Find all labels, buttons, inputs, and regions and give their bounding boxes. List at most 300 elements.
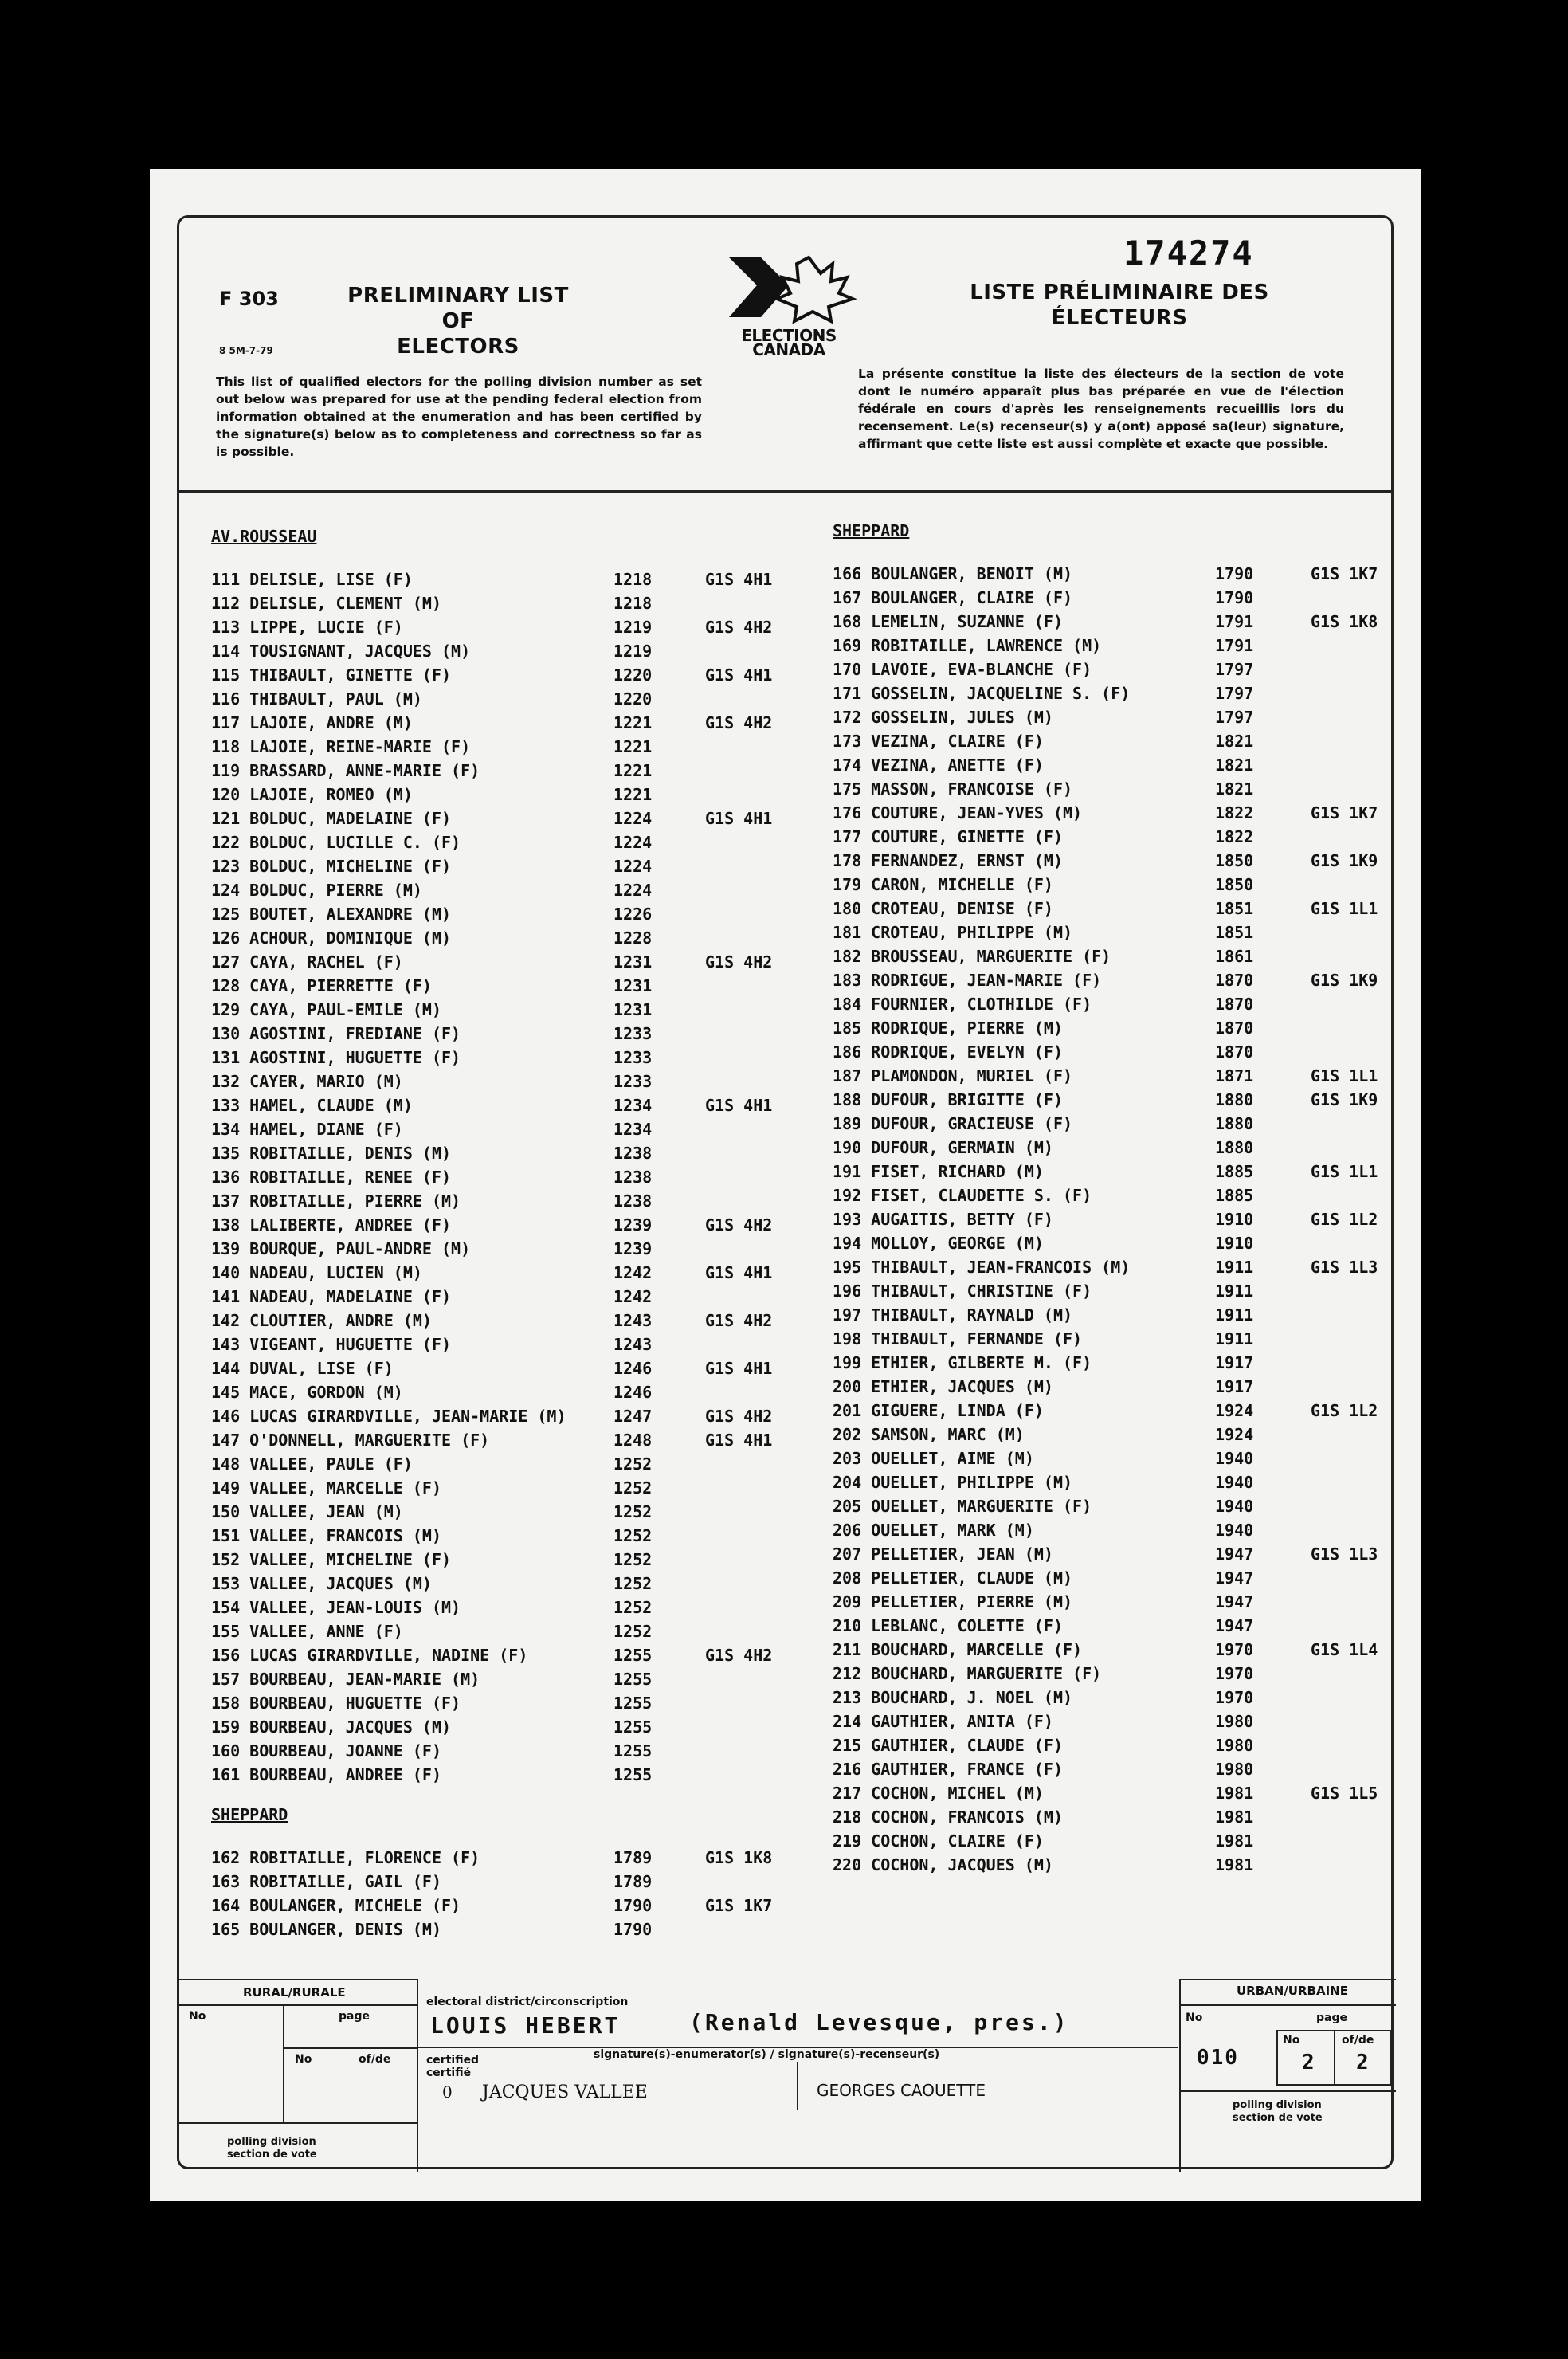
civic-number: 1233 bbox=[613, 1024, 653, 1043]
elector-name: 136 ROBITAILLE, RENEE (F) bbox=[211, 1168, 452, 1187]
postal-code: G1S 1L3 bbox=[1311, 1545, 1378, 1564]
elector-row bbox=[211, 1643, 817, 1667]
civic-number: 1870 bbox=[1215, 1019, 1254, 1038]
civic-number: 1861 bbox=[1215, 947, 1254, 966]
urban-no-value: 010 bbox=[1197, 2046, 1239, 2070]
elector-row bbox=[833, 1375, 1390, 1399]
elector-name: 174 VEZINA, ANETTE (F) bbox=[833, 756, 1044, 775]
civic-number: 1789 bbox=[613, 1872, 653, 1891]
civic-number: 1821 bbox=[1215, 756, 1254, 775]
elector-row bbox=[211, 783, 817, 807]
elector-row bbox=[833, 1136, 1390, 1160]
elector-row bbox=[211, 902, 817, 926]
urban-of-label: of/de bbox=[1342, 2034, 1374, 2047]
elector-name: 131 AGOSTINI, HUGUETTE (F) bbox=[211, 1048, 461, 1067]
elector-name: 156 LUCAS GIRARDVILLE, NADINE (F) bbox=[211, 1646, 528, 1665]
civic-number: 1219 bbox=[613, 642, 653, 661]
elector-name: 215 GAUTHIER, CLAUDE (F) bbox=[833, 1736, 1063, 1755]
civic-number: 1252 bbox=[613, 1622, 653, 1641]
civic-number: 1221 bbox=[613, 785, 653, 804]
elector-name: 168 LEMELIN, SUZANNE (F) bbox=[833, 612, 1063, 631]
postal-code: G1S 1K8 bbox=[705, 1848, 773, 1867]
civic-number: 1790 bbox=[613, 1920, 653, 1939]
elector-row bbox=[211, 1870, 817, 1894]
elector-name: 157 BOURBEAU, JEAN-MARIE (M) bbox=[211, 1670, 480, 1689]
civic-number: 1981 bbox=[1215, 1784, 1254, 1803]
elector-name: 112 DELISLE, CLEMENT (M) bbox=[211, 594, 441, 613]
elector-name: 139 BOURQUE, PAUL-ANDRE (M) bbox=[211, 1239, 471, 1258]
elections-canada-logo bbox=[713, 249, 864, 361]
section-title: AV.ROUSSEAU bbox=[211, 527, 317, 546]
elector-name: 197 THIBAULT, RAYNALD (M) bbox=[833, 1305, 1073, 1325]
certified-mark: 0 bbox=[442, 2082, 453, 2102]
elector-row bbox=[211, 1333, 817, 1356]
elector-row bbox=[211, 591, 817, 615]
civic-number: 1850 bbox=[1215, 851, 1254, 870]
postal-code: G1S 1K9 bbox=[1311, 851, 1378, 870]
civic-number: 1980 bbox=[1215, 1760, 1254, 1779]
elector-name: 208 PELLETIER, CLAUDE (M) bbox=[833, 1568, 1073, 1588]
elector-name: 160 BOURBEAU, JOANNE (F) bbox=[211, 1741, 441, 1760]
elector-name: 211 BOUCHARD, MARCELLE (F) bbox=[833, 1640, 1083, 1659]
elector-name: 162 ROBITAILLE, FLORENCE (F) bbox=[211, 1848, 480, 1867]
civic-number: 1870 bbox=[1215, 971, 1254, 990]
elector-row bbox=[833, 1279, 1390, 1303]
elector-row bbox=[833, 562, 1390, 586]
postal-code: G1S 1K7 bbox=[1311, 803, 1378, 822]
urban-polling-label-1: polling division bbox=[1233, 2099, 1322, 2111]
civic-number: 1885 bbox=[1215, 1162, 1254, 1181]
elector-name: 207 PELLETIER, JEAN (M) bbox=[833, 1545, 1053, 1564]
elector-row bbox=[211, 735, 817, 759]
elector-row bbox=[211, 1165, 817, 1189]
elector-name: 144 DUVAL, LISE (F) bbox=[211, 1359, 394, 1378]
elector-row bbox=[833, 657, 1390, 681]
civic-number: 1851 bbox=[1215, 899, 1254, 918]
elector-name: 220 COCHON, JACQUES (M) bbox=[833, 1855, 1053, 1874]
civic-number: 1851 bbox=[1215, 923, 1254, 942]
title-french bbox=[952, 280, 1287, 331]
section-title: SHEPPARD bbox=[211, 1805, 288, 1824]
elector-name: 206 OUELLET, MARK (M) bbox=[833, 1521, 1034, 1540]
elector-name: 187 PLAMONDON, MURIEL (F) bbox=[833, 1066, 1073, 1085]
civic-number: 1231 bbox=[613, 952, 653, 971]
elector-name: 177 COUTURE, GINETTE (F) bbox=[833, 827, 1063, 846]
elector-name: 172 GOSSELIN, JULES (M) bbox=[833, 708, 1053, 727]
elector-name: 192 FISET, CLAUDETTE S. (F) bbox=[833, 1186, 1092, 1205]
elector-row bbox=[833, 1757, 1390, 1781]
civic-number: 1233 bbox=[613, 1048, 653, 1067]
elector-row bbox=[211, 974, 817, 998]
civic-number: 1947 bbox=[1215, 1592, 1254, 1611]
elector-name: 119 BRASSARD, ANNE-MARIE (F) bbox=[211, 761, 480, 780]
elector-name: 180 CROTEAU, DENISE (F) bbox=[833, 899, 1053, 918]
elector-name: 132 CAYER, MARIO (M) bbox=[211, 1072, 403, 1091]
elector-row bbox=[833, 968, 1390, 992]
civic-number: 1255 bbox=[613, 1694, 653, 1713]
postal-code: G1S 4H2 bbox=[705, 1215, 773, 1234]
civic-number: 1224 bbox=[613, 833, 653, 852]
rural-no-label: No bbox=[189, 2010, 206, 2023]
postal-code: G1S 1L2 bbox=[1311, 1210, 1378, 1229]
elector-row bbox=[833, 944, 1390, 968]
postal-code: G1S 4H1 bbox=[705, 1096, 773, 1115]
postal-code: G1S 1L3 bbox=[1311, 1258, 1378, 1277]
civic-number: 1917 bbox=[1215, 1353, 1254, 1372]
civic-number: 1924 bbox=[1215, 1425, 1254, 1444]
logo-text bbox=[713, 328, 864, 357]
civic-number: 1224 bbox=[613, 881, 653, 900]
civic-number: 1252 bbox=[613, 1502, 653, 1521]
elector-name: 127 CAYA, RACHEL (F) bbox=[211, 952, 403, 971]
elector-name: 165 BOULANGER, DENIS (M) bbox=[211, 1920, 441, 1939]
elector-name: 126 ACHOUR, DOMINIQUE (M) bbox=[211, 928, 452, 948]
elector-name: 196 THIBAULT, CHRISTINE (F) bbox=[833, 1282, 1092, 1301]
civic-number: 1239 bbox=[613, 1215, 653, 1234]
civic-number: 1822 bbox=[1215, 803, 1254, 822]
elector-row bbox=[211, 1380, 817, 1404]
postal-code: G1S 4H2 bbox=[705, 1407, 773, 1426]
urban-of-value: 2 bbox=[1356, 2051, 1371, 2074]
elector-name: 188 DUFOUR, BRIGITTE (F) bbox=[833, 1090, 1063, 1109]
postal-code: G1S 4H1 bbox=[705, 1263, 773, 1282]
elector-row bbox=[211, 1691, 817, 1715]
elector-name: 147 O'DONNELL, MARGUERITE (F) bbox=[211, 1431, 490, 1450]
maple-leaf-x-icon bbox=[713, 249, 864, 325]
civic-number: 1947 bbox=[1215, 1545, 1254, 1564]
civic-number: 1947 bbox=[1215, 1568, 1254, 1588]
elector-name: 129 CAYA, PAUL-EMILE (M) bbox=[211, 1000, 441, 1019]
elector-name: 213 BOUCHARD, J. NOEL (M) bbox=[833, 1688, 1073, 1707]
elector-name: 163 ROBITAILLE, GAIL (F) bbox=[211, 1872, 441, 1891]
elector-name: 152 VALLEE, MICHELINE (F) bbox=[211, 1550, 452, 1569]
elector-row bbox=[211, 1356, 817, 1380]
civic-number: 1233 bbox=[613, 1072, 653, 1091]
elector-row bbox=[833, 1088, 1390, 1112]
elector-name: 159 BOURBEAU, JACQUES (M) bbox=[211, 1717, 452, 1737]
civic-number: 1797 bbox=[1215, 660, 1254, 679]
elector-name: 125 BOUTET, ALEXANDRE (M) bbox=[211, 905, 452, 924]
civic-number: 1940 bbox=[1215, 1473, 1254, 1492]
elector-row bbox=[211, 663, 817, 687]
elector-row bbox=[833, 1829, 1390, 1853]
civic-number: 1246 bbox=[613, 1383, 653, 1402]
elector-row bbox=[211, 950, 817, 974]
elector-row bbox=[833, 1470, 1390, 1494]
rural-divider bbox=[283, 2006, 284, 2124]
civic-number: 1924 bbox=[1215, 1401, 1254, 1420]
elector-row bbox=[833, 1686, 1390, 1709]
civic-number: 1880 bbox=[1215, 1090, 1254, 1109]
rural-divider-h bbox=[283, 2047, 417, 2049]
elector-row bbox=[211, 1428, 817, 1452]
elector-row bbox=[211, 1894, 817, 1917]
civic-number: 1252 bbox=[613, 1526, 653, 1545]
elector-name: 123 BOLDUC, MICHELINE (F) bbox=[211, 857, 452, 876]
elector-row bbox=[833, 1542, 1390, 1566]
signature-divider bbox=[797, 2062, 798, 2110]
elector-name: 158 BOURBEAU, HUGUETTE (F) bbox=[211, 1694, 461, 1713]
civic-number: 1789 bbox=[613, 1848, 653, 1867]
elector-row bbox=[211, 926, 817, 950]
elector-row bbox=[833, 1805, 1390, 1829]
civic-number: 1234 bbox=[613, 1096, 653, 1115]
elector-name: 140 NADEAU, LUCIEN (M) bbox=[211, 1263, 422, 1282]
elector-name: 114 TOUSIGNANT, JACQUES (M) bbox=[211, 642, 471, 661]
rural-page-label: page bbox=[339, 2010, 370, 2023]
civic-number: 1880 bbox=[1215, 1114, 1254, 1133]
elector-name: 200 ETHIER, JACQUES (M) bbox=[833, 1377, 1053, 1396]
elector-name: 151 VALLEE, FRANCOIS (M) bbox=[211, 1526, 441, 1545]
logo-line2: CANADA bbox=[752, 340, 825, 359]
elector-row bbox=[211, 1739, 817, 1763]
elector-row bbox=[211, 1763, 817, 1787]
civic-number: 1821 bbox=[1215, 732, 1254, 751]
certified-label-2: certifié bbox=[426, 2067, 472, 2079]
elector-row bbox=[833, 920, 1390, 944]
civic-number: 1219 bbox=[613, 618, 653, 637]
elector-row bbox=[833, 586, 1390, 610]
elector-name: 175 MASSON, FRANCOISE (F) bbox=[833, 779, 1073, 799]
elector-name: 122 BOLDUC, LUCILLE C. (F) bbox=[211, 833, 461, 852]
civic-number: 1242 bbox=[613, 1287, 653, 1306]
elector-row bbox=[211, 1022, 817, 1046]
civic-number: 1238 bbox=[613, 1191, 653, 1211]
civic-number: 1880 bbox=[1215, 1138, 1254, 1157]
civic-number: 1218 bbox=[613, 594, 653, 613]
civic-number: 1218 bbox=[613, 570, 653, 589]
elector-name: 204 OUELLET, PHILIPPE (M) bbox=[833, 1473, 1073, 1492]
postal-code: G1S 1L5 bbox=[1311, 1784, 1378, 1803]
postal-code: G1S 1L2 bbox=[1311, 1401, 1378, 1420]
elector-name: 205 OUELLET, MARGUERITE (F) bbox=[833, 1497, 1092, 1516]
elector-row bbox=[211, 1572, 817, 1596]
logo-line1: ELECTIONS bbox=[741, 326, 837, 345]
serial-number: 174274 bbox=[1123, 234, 1254, 273]
elector-row bbox=[833, 1112, 1390, 1136]
civic-number: 1970 bbox=[1215, 1664, 1254, 1683]
elector-name: 113 LIPPE, LUCIE (F) bbox=[211, 618, 403, 637]
elector-name: 203 OUELLET, AIME (M) bbox=[833, 1449, 1034, 1468]
elector-row bbox=[211, 1237, 817, 1261]
elector-row bbox=[833, 1423, 1390, 1446]
elector-row bbox=[833, 897, 1390, 920]
elector-row bbox=[211, 711, 817, 735]
elector-row bbox=[211, 639, 817, 663]
civic-number: 1940 bbox=[1215, 1449, 1254, 1468]
elector-name: 166 BOULANGER, BENOIT (M) bbox=[833, 564, 1073, 583]
elector-name: 194 MOLLOY, GEORGE (M) bbox=[833, 1234, 1044, 1253]
left-electors-column bbox=[211, 524, 817, 1959]
elector-row bbox=[211, 1452, 817, 1476]
form-code: F 303 bbox=[219, 288, 279, 310]
elector-row bbox=[833, 1064, 1390, 1088]
elector-name: 141 NADEAU, MADELAINE (F) bbox=[211, 1287, 452, 1306]
elector-row bbox=[833, 992, 1390, 1016]
rural-box bbox=[179, 1979, 418, 2172]
postal-code: G1S 4H2 bbox=[705, 713, 773, 732]
civic-number: 1870 bbox=[1215, 995, 1254, 1014]
elector-row bbox=[211, 854, 817, 878]
postal-code: G1S 1K9 bbox=[1311, 971, 1378, 990]
elector-name: 142 CLOUTIER, ANDRE (M) bbox=[211, 1311, 432, 1330]
elector-name: 218 COCHON, FRANCOIS (M) bbox=[833, 1808, 1063, 1827]
elector-name: 219 COCHON, CLAIRE (F) bbox=[833, 1831, 1044, 1851]
postal-code: G1S 4H1 bbox=[705, 1359, 773, 1378]
elector-name: 134 HAMEL, DIANE (F) bbox=[211, 1120, 403, 1139]
civic-number: 1790 bbox=[1215, 588, 1254, 607]
civic-number: 1791 bbox=[1215, 636, 1254, 655]
civic-number: 1238 bbox=[613, 1144, 653, 1163]
civic-number: 1252 bbox=[613, 1478, 653, 1497]
civic-number: 1911 bbox=[1215, 1282, 1254, 1301]
civic-number: 1221 bbox=[613, 713, 653, 732]
elector-row bbox=[211, 1500, 817, 1524]
postal-code: G1S 1L1 bbox=[1311, 899, 1378, 918]
elector-name: 178 FERNANDEZ, ERNST (M) bbox=[833, 851, 1063, 870]
civic-number: 1917 bbox=[1215, 1377, 1254, 1396]
civic-number: 1255 bbox=[613, 1646, 653, 1665]
rural-of-label: of/de bbox=[359, 2053, 391, 2066]
notice-english: This list of qualified electors for the polling division number as set out below was prepared for use at the pending federal election from information obtained at the enumeration and has been certified by the signature(s) below as to completeness and correctness so far as is possible. bbox=[216, 375, 702, 459]
elector-name: 120 LAJOIE, ROMEO (M) bbox=[211, 785, 413, 804]
civic-number: 1252 bbox=[613, 1550, 653, 1569]
section-title: SHEPPARD bbox=[833, 521, 910, 540]
urban-label: URBAN/URBAINE bbox=[1237, 1984, 1348, 1998]
elector-name: 164 BOULANGER, MICHELE (F) bbox=[211, 1896, 461, 1915]
elector-row bbox=[211, 1309, 817, 1333]
elector-name: 145 MACE, GORDON (M) bbox=[211, 1383, 403, 1402]
elector-name: 185 RODRIQUE, PIERRE (M) bbox=[833, 1019, 1063, 1038]
elector-name: 199 ETHIER, GILBERTE M. (F) bbox=[833, 1353, 1092, 1372]
elector-row bbox=[833, 1853, 1390, 1877]
certified-label-1: certified bbox=[426, 2054, 480, 2067]
postal-code: G1S 4H1 bbox=[705, 570, 773, 589]
civic-number: 1238 bbox=[613, 1168, 653, 1187]
civic-number: 1981 bbox=[1215, 1855, 1254, 1874]
civic-number: 1246 bbox=[613, 1359, 653, 1378]
rural-polling-label-2: section de vote bbox=[227, 2149, 317, 2161]
civic-number: 1911 bbox=[1215, 1258, 1254, 1277]
civic-number: 1871 bbox=[1215, 1066, 1254, 1085]
elector-row bbox=[833, 1207, 1390, 1231]
civic-number: 1970 bbox=[1215, 1688, 1254, 1707]
elector-row bbox=[211, 1117, 817, 1141]
civic-number: 1221 bbox=[613, 737, 653, 756]
postal-code: G1S 1L1 bbox=[1311, 1066, 1378, 1085]
elector-name: 202 SAMSON, MARC (M) bbox=[833, 1425, 1025, 1444]
civic-number: 1224 bbox=[613, 857, 653, 876]
elector-row bbox=[833, 1040, 1390, 1064]
title-fr-line2: ÉLECTEURS bbox=[1051, 306, 1188, 330]
civic-number: 1791 bbox=[1215, 612, 1254, 631]
civic-number: 1234 bbox=[613, 1120, 653, 1139]
form-date: 8 5M-7-79 bbox=[219, 345, 273, 356]
elector-row bbox=[833, 1662, 1390, 1686]
postal-code: G1S 1K9 bbox=[1311, 1090, 1378, 1109]
civic-number: 1940 bbox=[1215, 1497, 1254, 1516]
elector-row bbox=[833, 1160, 1390, 1183]
civic-number: 1243 bbox=[613, 1311, 653, 1330]
elector-row bbox=[211, 878, 817, 902]
elector-name: 121 BOLDUC, MADELAINE (F) bbox=[211, 809, 452, 828]
elector-name: 138 LALIBERTE, ANDREE (F) bbox=[211, 1215, 452, 1234]
elector-name: 201 GIGUERE, LINDA (F) bbox=[833, 1401, 1044, 1420]
civic-number: 1243 bbox=[613, 1335, 653, 1354]
elector-row bbox=[833, 1566, 1390, 1590]
civic-number: 1910 bbox=[1215, 1210, 1254, 1229]
civic-number: 1822 bbox=[1215, 827, 1254, 846]
rural-polling-label-1: polling division bbox=[227, 2136, 316, 2148]
civic-number: 1980 bbox=[1215, 1712, 1254, 1731]
elector-row bbox=[833, 1446, 1390, 1470]
elector-row bbox=[833, 1303, 1390, 1327]
elector-row bbox=[833, 777, 1390, 801]
document-sheet bbox=[150, 169, 1421, 2201]
civic-number: 1255 bbox=[613, 1717, 653, 1737]
civic-number: 1248 bbox=[613, 1431, 653, 1450]
urban-page-value: 2 bbox=[1302, 2051, 1317, 2074]
civic-number: 1940 bbox=[1215, 1521, 1254, 1540]
elector-row bbox=[211, 1213, 817, 1237]
urban-page-divider bbox=[1334, 2031, 1335, 2084]
elector-name: 170 LAVOIE, EVA-BLANCHE (F) bbox=[833, 660, 1092, 679]
elector-row bbox=[211, 1715, 817, 1739]
elector-name: 198 THIBAULT, FERNANDE (F) bbox=[833, 1329, 1083, 1348]
elector-name: 143 VIGEANT, HUGUETTE (F) bbox=[211, 1335, 452, 1354]
urban-no-label: No bbox=[1186, 2012, 1203, 2024]
elector-row bbox=[833, 1638, 1390, 1662]
elector-name: 118 LAJOIE, REINE-MARIE (F) bbox=[211, 737, 471, 756]
elector-name: 209 PELLETIER, PIERRE (M) bbox=[833, 1592, 1073, 1611]
elector-row bbox=[833, 1709, 1390, 1733]
civic-number: 1252 bbox=[613, 1574, 653, 1593]
elector-name: 130 AGOSTINI, FREDIANE (F) bbox=[211, 1024, 461, 1043]
elector-row bbox=[211, 998, 817, 1022]
elector-row bbox=[211, 615, 817, 639]
elector-row bbox=[833, 1781, 1390, 1805]
elector-row bbox=[211, 1404, 817, 1428]
civic-number: 1797 bbox=[1215, 684, 1254, 703]
elector-row bbox=[833, 825, 1390, 849]
urban-number-box bbox=[1181, 2004, 1396, 2092]
elector-row bbox=[211, 1189, 817, 1213]
civic-number: 1885 bbox=[1215, 1186, 1254, 1205]
postal-code: G1S 1K8 bbox=[1311, 612, 1378, 631]
elector-row bbox=[833, 610, 1390, 634]
elector-name: 214 GAUTHIER, ANITA (F) bbox=[833, 1712, 1053, 1731]
postal-code: G1S 4H2 bbox=[705, 1311, 773, 1330]
civic-number: 1228 bbox=[613, 928, 653, 948]
elector-name: 195 THIBAULT, JEAN-FRANCOIS (M) bbox=[833, 1258, 1131, 1277]
elector-row bbox=[833, 1255, 1390, 1279]
elector-row bbox=[833, 1399, 1390, 1423]
elector-row bbox=[833, 801, 1390, 825]
elector-row bbox=[211, 1093, 817, 1117]
elector-row bbox=[211, 1261, 817, 1285]
signature-2: GEORGES CAOUETTE bbox=[817, 2081, 986, 2100]
elector-row bbox=[833, 1327, 1390, 1351]
elector-name: 148 VALLEE, PAULE (F) bbox=[211, 1454, 413, 1474]
civic-number: 1239 bbox=[613, 1239, 653, 1258]
elector-row bbox=[833, 1183, 1390, 1207]
civic-number: 1220 bbox=[613, 665, 653, 685]
title-en-line1: PRELIMINARY LIST OF bbox=[347, 284, 569, 333]
urban-polling-label-2: section de vote bbox=[1233, 2112, 1323, 2124]
elector-row bbox=[211, 687, 817, 711]
elector-row bbox=[211, 1596, 817, 1619]
elector-row bbox=[833, 753, 1390, 777]
